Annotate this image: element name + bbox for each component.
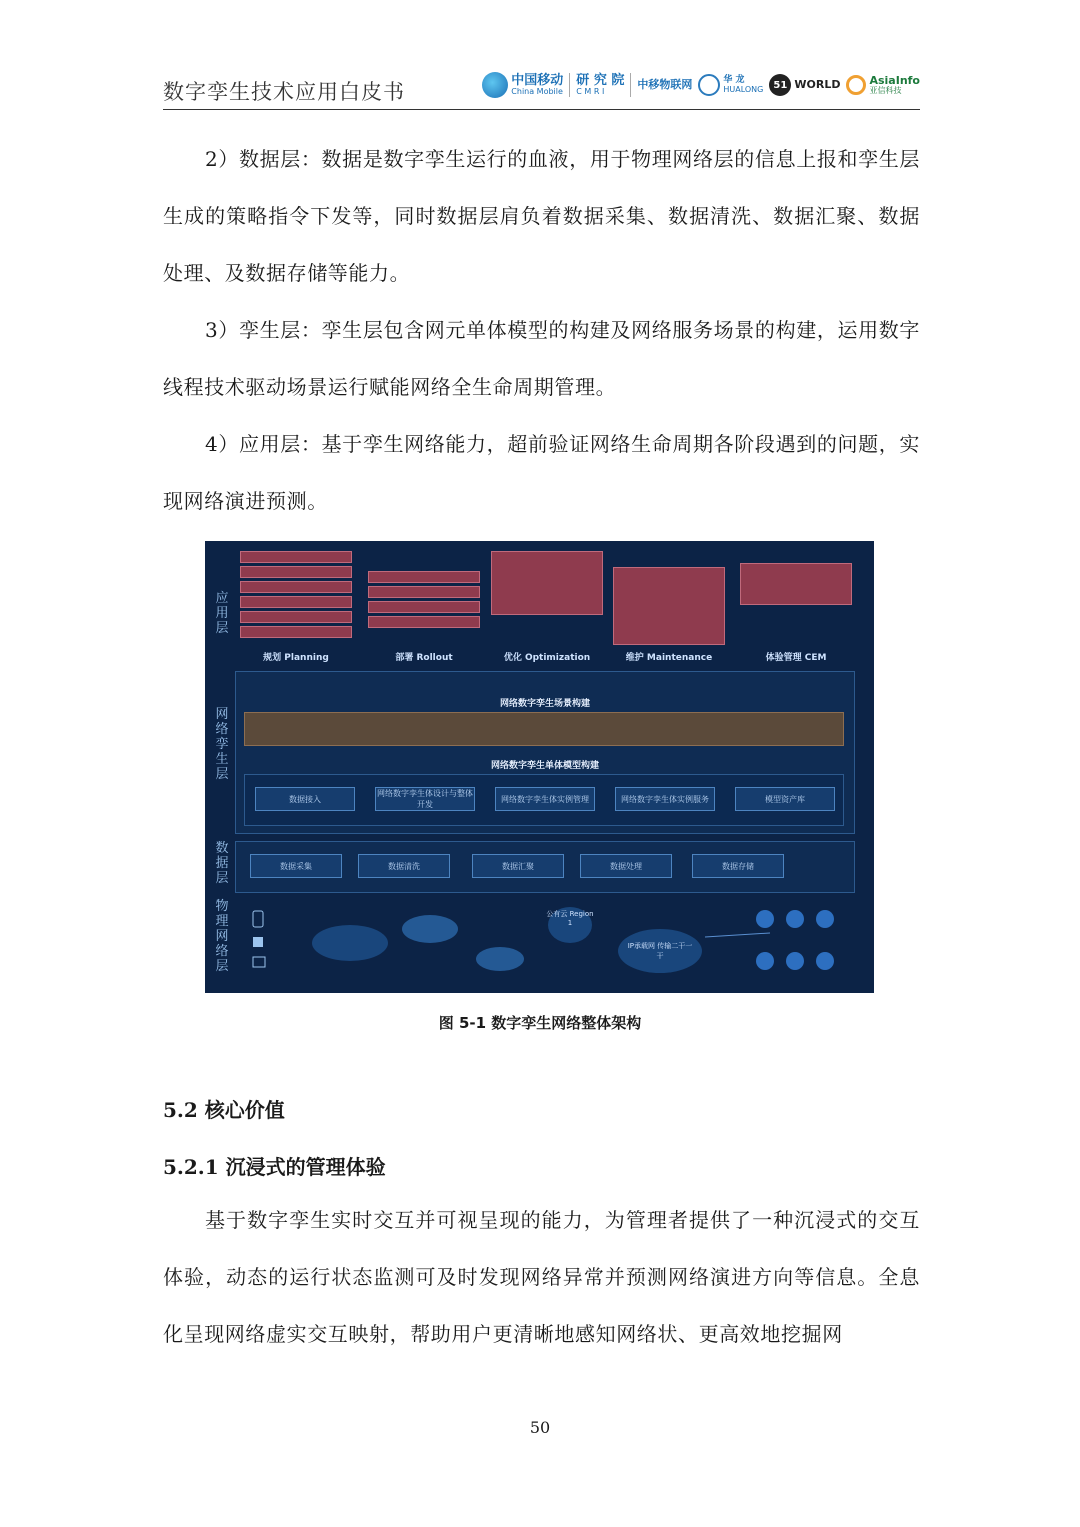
model-sub-panel	[244, 774, 844, 826]
asiainfo-logo: AsiaInfo 亚信科技	[846, 75, 920, 95]
scene-build-title: 网络数字孪生场景构建	[499, 699, 590, 709]
model-box-instance-mgmt: 网络数字孪生体实例管理	[495, 787, 595, 811]
figure-caption: 图 5-1 数字孪生网络整体架构	[438, 1014, 642, 1032]
twin-layer-panel	[235, 671, 855, 834]
label-app-layer: 应用层	[215, 591, 229, 636]
model-box-instance-service: 网络数字孪生体实例服务	[615, 787, 715, 811]
region-label: 公有云 Region 1	[546, 910, 594, 927]
app-column-maintenance: 维护 Maintenance	[613, 551, 725, 663]
51world-logo: 51 WORLD	[769, 74, 840, 96]
data-box-collect: 数据采集	[250, 854, 342, 878]
data-layer-panel	[235, 841, 855, 893]
app-column-cem: 体验管理 CEM	[740, 551, 852, 663]
data-box-store: 数据存储	[692, 854, 784, 878]
china-mobile-logo-icon	[482, 72, 508, 98]
app-column-optimization: 优化 Optimization	[491, 551, 603, 663]
paragraph-app-layer: 4）应用层：基于孪生网络能力，超前验证网络生命周期各阶段遇到的问题，实现网络演进预测。	[163, 432, 920, 513]
model-box-asset-library: 模型资产库	[735, 787, 835, 811]
paragraph-twin-layer: 3）孪生层：孪生层包含网元单体模型的构建及网络服务场景的构建，运用数字线程技术驱动场景运行赋能网络全生命周期管理。	[163, 318, 920, 399]
label-data-layer: 数据层	[215, 841, 229, 886]
paragraph-data-layer: 2）数据层：数据是数字孪生运行的血液，用于物理网络层的信息上报和孪生层生成的策略指令下发等，同时数据层肩负着数据采集、数据清洗、数据汇聚、数据处理、及数据存储等能力。	[163, 147, 920, 285]
data-box-process: 数据处理	[580, 854, 672, 878]
scene-bar	[244, 712, 844, 746]
architecture-diagram	[205, 541, 874, 993]
section-heading-5-2: 5.2 核心价值	[163, 1098, 285, 1122]
app-column-rollout: 部署 Rollout	[368, 551, 480, 663]
iot-logo: 中移物联网	[637, 78, 693, 92]
app-column-planning: 规划 Planning	[240, 551, 352, 663]
physical-layer	[235, 901, 855, 981]
label-twin-layer: 网络孪生层	[215, 707, 229, 782]
logo-divider	[569, 73, 570, 97]
model-box-data-access: 数据接入	[255, 787, 355, 811]
cmri-logo: 研 究 院 C M R I	[576, 72, 625, 96]
hualong-logo: 华 龙 HUALONG	[698, 74, 763, 96]
china-mobile-logo: 中国移动 China Mobile	[482, 72, 563, 98]
asiainfo-logo-icon	[846, 75, 866, 95]
ip-network-label: IP承载网 传输二干一干	[627, 942, 693, 960]
paragraph-immersive: 基于数字孪生实时交互并可视呈现的能力，为管理者提供了一种沉浸式的交互体验，动态的运行状态监测可及时发现网络异常并预测网络演进方向等信息。全息化呈现网络虚实交互映射，帮助用户更清晰地感知网络状、更高效地挖掘网	[163, 1208, 920, 1346]
model-box-design: 网络数字孪生体设计与整体开发	[377, 789, 473, 809]
section-heading-5-2-1: 5.2.1 沉浸式的管理体验	[163, 1155, 386, 1179]
logo-divider	[630, 73, 631, 97]
page-header	[163, 68, 920, 110]
data-box-clean: 数据清洗	[358, 854, 450, 878]
data-box-aggregate: 数据汇聚	[472, 854, 564, 878]
hualong-logo-icon	[698, 74, 720, 96]
label-physical-layer: 物理网络层	[215, 899, 229, 974]
header-title: 数字孪生技术应用白皮书	[163, 80, 405, 104]
partner-logos	[482, 72, 920, 98]
page-number: 50	[529, 1418, 551, 1437]
model-build-title: 网络数字孪生单体模型构建	[490, 761, 599, 771]
